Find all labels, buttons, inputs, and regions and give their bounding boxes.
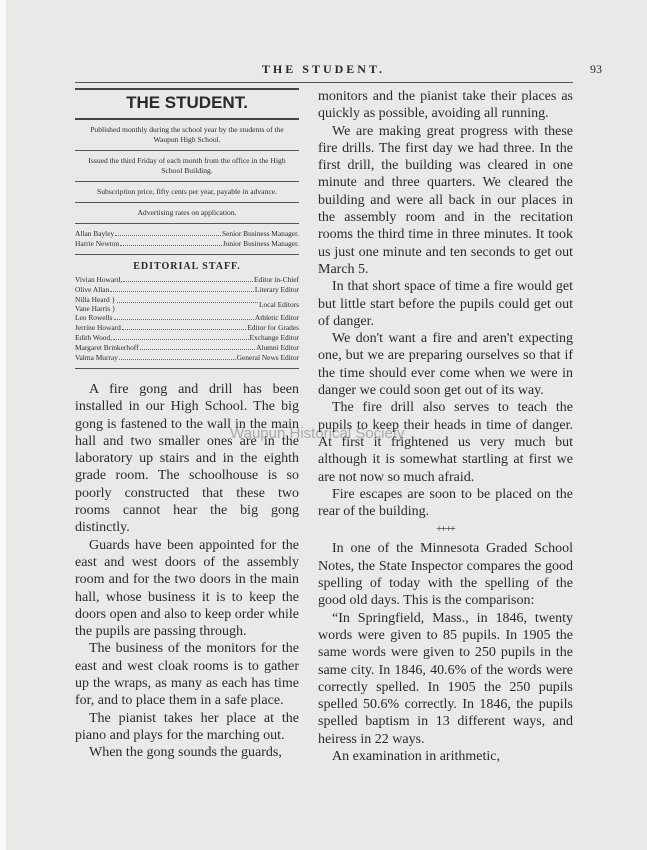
staff-row xyxy=(75,343,299,353)
staff-heading: EDITORIAL STAFF. xyxy=(133,261,241,272)
local-editor-names: Nilla Heard } Vane Harris } xyxy=(75,295,116,313)
staff-row xyxy=(75,323,299,333)
staff-role: General News Editor xyxy=(236,353,299,362)
staff-role: Literary Editor xyxy=(254,285,299,294)
paragraph: When the gong sounds the guards, xyxy=(89,745,282,761)
paragraph: The business of the monitors for the east and west cloak rooms is to gather up the wraps, as many as each has time for, and to place them in a safe place. xyxy=(75,641,299,709)
manager-row xyxy=(75,239,299,249)
notice: Advertising rates on application. xyxy=(75,203,299,224)
manager-row xyxy=(75,229,299,239)
manager-role: Junior Business Manager. xyxy=(222,239,299,248)
scan-edge xyxy=(0,0,6,850)
business-managers xyxy=(75,224,299,255)
editorial-staff xyxy=(75,260,299,369)
page-number: 93 xyxy=(590,62,602,76)
staff-role: Athletic Editor xyxy=(254,313,299,322)
staff-role: Alumni Editor xyxy=(256,343,299,352)
notice: Subscription price, fifty cents per year, payable in advance. xyxy=(75,182,299,203)
paragraph: We don't want a fire and aren't expecting one, but we are preparing ourselves so that if the time should ever come when we were in danger we could soon get out of its way. xyxy=(318,331,573,399)
paragraph: The fire drill also serves to teach the pupils to keep their heads in time of danger. At first it frightened us very much but although it is somewhat startling at first we are not now so much afraid. xyxy=(318,400,573,485)
staff-name: Vivian Howard, xyxy=(75,275,123,284)
paragraph: “In Springfield, Mass., in 1846, twenty words were given to 85 pupils. In 1905 the same words were given to 250 pupils in the same city. In 1846, 40.6% of the words were correctly spelled. In 1905 the 250 pupils spelled 50.6% correctly. In 1846, the pupils spelled baptism in 13 different ways, and heiress in 22 ways. xyxy=(318,610,573,747)
running-head: THE STUDENT. xyxy=(261,62,386,76)
section-divider: ++++ xyxy=(436,524,455,536)
staff-name: Leo Rowells xyxy=(75,313,113,322)
staff-name: Valma Murray xyxy=(75,353,118,362)
paragraph: monitors and the pianist take their places as quickly as possible, avoiding all running. xyxy=(318,89,573,122)
staff-row xyxy=(75,333,299,343)
paragraph: In that short space of time a fire would get but little start before the pupils could get out of danger. xyxy=(318,279,573,329)
staff-row xyxy=(75,285,299,295)
staff-row xyxy=(75,275,299,285)
staff-row xyxy=(75,353,299,363)
paragraph: In one of the Minnesota Graded School Notes, the State Inspector compares the good spelling of today with the spelling of the good old days. This is the comparison: xyxy=(318,541,573,609)
paragraph: The pianist takes her place at the piano and plays for the marching out. xyxy=(75,710,299,743)
paragraph: An examination in arithmetic, xyxy=(332,748,500,764)
staff-name: Vane Harris xyxy=(75,304,111,313)
header-rule xyxy=(75,82,573,83)
paragraph: Guards have been appointed for the east and west doors of the assembly room and for the two doors in the main hall, whose business it is to keep the doors open and also to keep order while the pupils are passing through. xyxy=(75,537,299,640)
paragraph: Fire escapes are soon to be placed on the rear of the building. xyxy=(318,486,573,520)
staff-role: Exchange Editor xyxy=(249,333,299,342)
manager-name: Allan Bayley xyxy=(75,229,115,238)
paragraph: We are making great progress with these fire drills. The first day we had three. In the first drill, the building was cleared in one minute and three quarters. We cleared the building and were all back in our places in the assembly room and in the recitation rooms the third time in three minutes. It took us just one minute and ten seconds to get out March 5. xyxy=(318,123,573,277)
staff-role: Editor in-Chief xyxy=(254,275,299,284)
paragraph: A fire gong and drill has been installed in our High School. The big gong is fastened to the wall in the main hall and two smaller ones are in the laboratory up stairs and in the eighth grade room. The schoolhouse is so poorly constructed that these two rooms cannot hear the big gong distinctly. xyxy=(75,382,299,536)
manager-name: Harrie Newton xyxy=(75,239,120,248)
staff-role: Editor for Grades xyxy=(247,323,299,332)
manager-role: Senior Business Manager. xyxy=(222,229,299,238)
staff-role: Local Editors xyxy=(258,299,299,309)
staff-name: Olive Allan xyxy=(75,285,110,294)
staff-name: Edith Wood, xyxy=(75,333,113,342)
watermark: Waupun Historical Society xyxy=(230,425,405,442)
staff-name: Jerrine Howard xyxy=(75,323,121,332)
staff-row xyxy=(75,313,299,323)
notice: Issued the third Friday of each month from the office in the High School Building. xyxy=(75,151,299,182)
staff-name: Nilla Heard xyxy=(75,295,110,304)
staff-row-local-editors xyxy=(75,295,299,313)
masthead-title: THE STUDENT. xyxy=(75,88,299,120)
notice: Published monthly during the school year by the students of the Waupun High School. xyxy=(75,120,299,151)
staff-name: Margaret Brinkerhoff xyxy=(75,343,139,352)
